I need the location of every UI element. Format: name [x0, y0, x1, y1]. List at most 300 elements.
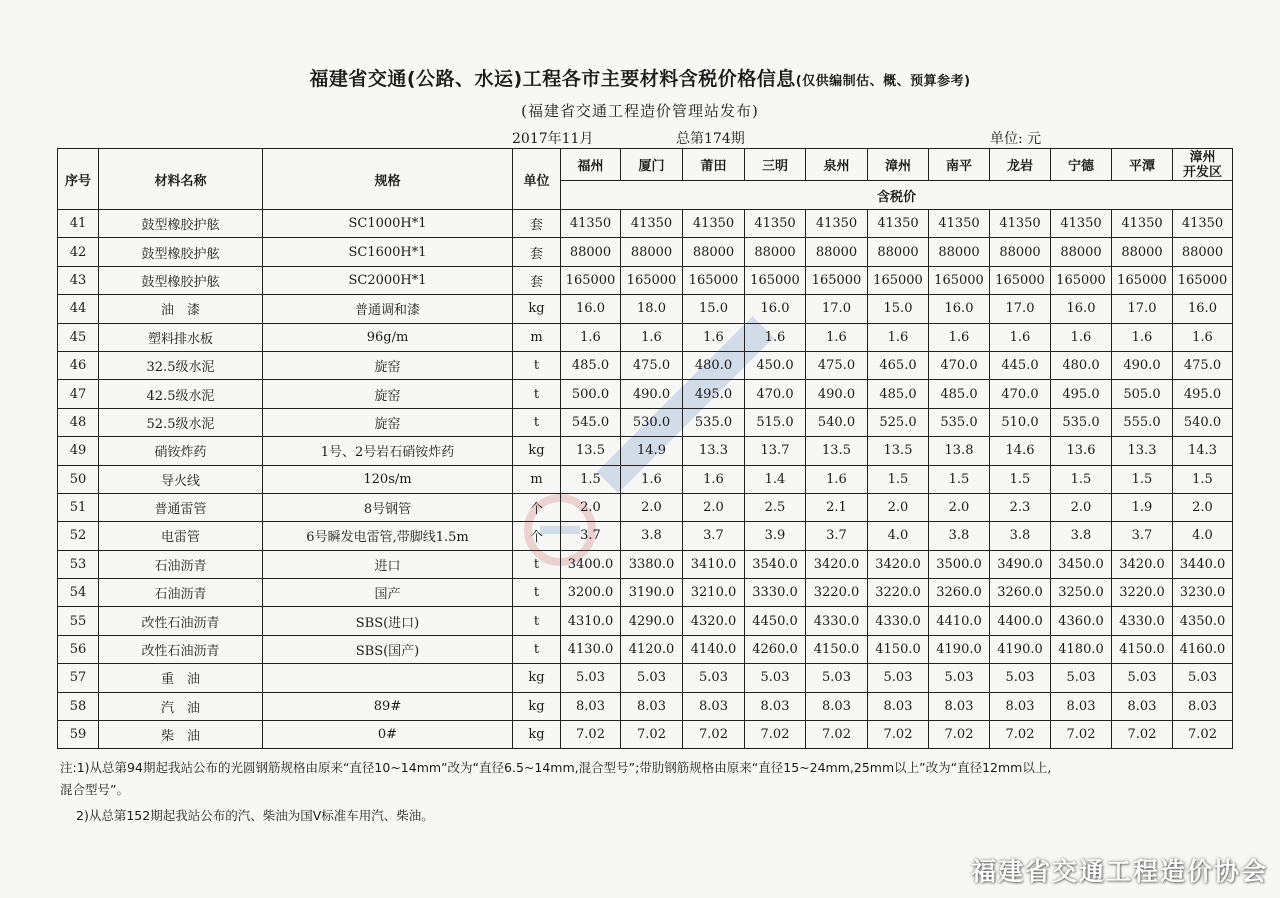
header-no: 序号 — [58, 149, 99, 210]
row-price: 16.0 — [1051, 295, 1112, 323]
row-price: 500.0 — [561, 380, 621, 408]
row-material-name: 改性石油沥青 — [99, 635, 263, 663]
row-spec: SC2000H*1 — [263, 266, 513, 294]
row-price: 1.5 — [868, 465, 929, 493]
row-material-name: 重 油 — [99, 664, 263, 692]
row-price: 8.03 — [990, 692, 1051, 720]
row-price: 540.0 — [1173, 408, 1233, 436]
row-no: 45 — [58, 323, 99, 351]
row-price: 5.03 — [1112, 664, 1173, 692]
table-row — [58, 721, 1233, 749]
row-price: 515.0 — [745, 408, 806, 436]
row-price: 8.03 — [929, 692, 990, 720]
header-city: 莆田 — [683, 149, 745, 181]
row-price: 41350 — [806, 210, 868, 238]
row-no: 55 — [58, 607, 99, 635]
row-price: 16.0 — [1173, 295, 1233, 323]
row-price: 1.6 — [745, 323, 806, 351]
unit-label: 单位: 元 — [990, 131, 1042, 147]
row-price: 13.3 — [683, 437, 745, 465]
row-spec: 旋窑 — [263, 351, 513, 379]
row-price: 4130.0 — [561, 635, 621, 663]
row-price: 5.03 — [806, 664, 868, 692]
row-price: 1.6 — [1051, 323, 1112, 351]
row-no: 49 — [58, 437, 99, 465]
table-row — [58, 550, 1233, 578]
row-price: 3420.0 — [806, 550, 868, 578]
header-city: 龙岩 — [990, 149, 1051, 181]
row-no: 59 — [58, 721, 99, 749]
row-material-name: 改性石油沥青 — [99, 607, 263, 635]
row-price: 3.8 — [929, 522, 990, 550]
row-unit: t — [513, 635, 561, 663]
row-price: 495.0 — [1173, 380, 1233, 408]
row-price: 7.02 — [990, 721, 1051, 749]
title-text: 福建省交通(公路、水运)工程各市主要材料含税价格信息 — [309, 68, 796, 90]
row-price: 2.1 — [806, 493, 868, 521]
row-price: 3.7 — [683, 522, 745, 550]
row-price: 3220.0 — [1112, 579, 1173, 607]
row-price: 535.0 — [1051, 408, 1112, 436]
row-spec: SC1600H*1 — [263, 238, 513, 266]
row-price: 8.03 — [806, 692, 868, 720]
header-price: 含税价 — [561, 181, 1233, 210]
row-price: 3.7 — [561, 522, 621, 550]
row-price: 3380.0 — [621, 550, 683, 578]
row-price: 8.03 — [683, 692, 745, 720]
row-price: 165000 — [929, 266, 990, 294]
row-price: 485.0 — [561, 351, 621, 379]
row-price: 1.6 — [806, 323, 868, 351]
table-row — [58, 408, 1233, 436]
row-unit: kg — [513, 295, 561, 323]
row-price: 3500.0 — [929, 550, 990, 578]
row-price: 4350.0 — [1173, 607, 1233, 635]
notes-section — [60, 757, 1240, 827]
row-price: 1.6 — [1173, 323, 1233, 351]
row-unit: t — [513, 351, 561, 379]
row-price: 1.6 — [561, 323, 621, 351]
row-price: 3400.0 — [561, 550, 621, 578]
row-price: 41350 — [683, 210, 745, 238]
row-price: 165000 — [806, 266, 868, 294]
row-price: 8.03 — [745, 692, 806, 720]
row-price: 3260.0 — [929, 579, 990, 607]
row-no: 52 — [58, 522, 99, 550]
row-price: 165000 — [621, 266, 683, 294]
row-price: 1.6 — [683, 465, 745, 493]
row-price: 14.6 — [990, 437, 1051, 465]
row-material-name: 电雷管 — [99, 522, 263, 550]
row-material-name: 汽 油 — [99, 692, 263, 720]
row-price: 2.0 — [561, 493, 621, 521]
row-material-name: 油 漆 — [99, 295, 263, 323]
row-price: 17.0 — [990, 295, 1051, 323]
row-price: 7.02 — [621, 721, 683, 749]
row-price: 490.0 — [1112, 351, 1173, 379]
row-price: 88000 — [1051, 238, 1112, 266]
header-name: 材料名称 — [99, 149, 263, 210]
row-price: 13.5 — [806, 437, 868, 465]
row-price: 2.0 — [868, 493, 929, 521]
row-price: 535.0 — [929, 408, 990, 436]
row-price: 88000 — [806, 238, 868, 266]
row-price: 1.5 — [561, 465, 621, 493]
row-price: 3.8 — [1051, 522, 1112, 550]
row-spec: 国产 — [263, 579, 513, 607]
table-row — [58, 295, 1233, 323]
row-price: 465.0 — [868, 351, 929, 379]
row-price: 18.0 — [621, 295, 683, 323]
row-price: 540.0 — [806, 408, 868, 436]
row-price: 165000 — [1112, 266, 1173, 294]
row-price: 3420.0 — [868, 550, 929, 578]
row-price: 1.5 — [1173, 465, 1233, 493]
row-spec: 1号、2号岩石硝铵炸药 — [263, 437, 513, 465]
row-price: 16.0 — [929, 295, 990, 323]
row-price: 1.5 — [929, 465, 990, 493]
row-material-name: 导火线 — [99, 465, 263, 493]
row-price: 5.03 — [868, 664, 929, 692]
row-price: 41350 — [1112, 210, 1173, 238]
row-no: 47 — [58, 380, 99, 408]
note-2: 2)从总第152期起我站公布的汽、柴油为国Ⅴ标准车用汽、柴油。 — [76, 808, 434, 823]
row-price: 8.03 — [1112, 692, 1173, 720]
row-price: 3.8 — [990, 522, 1051, 550]
row-price: 4190.0 — [929, 635, 990, 663]
row-price: 16.0 — [745, 295, 806, 323]
row-price: 15.0 — [868, 295, 929, 323]
row-price: 5.03 — [929, 664, 990, 692]
row-price: 2.3 — [990, 493, 1051, 521]
row-price: 2.0 — [683, 493, 745, 521]
row-price: 7.02 — [1051, 721, 1112, 749]
row-price: 7.02 — [929, 721, 990, 749]
header-city: 南平 — [929, 149, 990, 181]
row-price: 1.6 — [806, 465, 868, 493]
row-price: 3230.0 — [1173, 579, 1233, 607]
row-price: 3210.0 — [683, 579, 745, 607]
header-city-line2: 开发区 — [1182, 164, 1222, 180]
row-price: 1.6 — [990, 323, 1051, 351]
row-price: 5.03 — [1051, 664, 1112, 692]
row-spec: 6号瞬发电雷管,带脚线1.5m — [263, 522, 513, 550]
header-city-zhangzhou-dev — [1173, 149, 1233, 181]
row-price: 4330.0 — [806, 607, 868, 635]
header-city: 漳州 — [868, 149, 929, 181]
row-price: 490.0 — [806, 380, 868, 408]
row-price: 1.4 — [745, 465, 806, 493]
row-price: 4160.0 — [1173, 635, 1233, 663]
row-price: 13.3 — [1112, 437, 1173, 465]
row-price: 1.6 — [621, 465, 683, 493]
row-price: 15.0 — [683, 295, 745, 323]
table-row — [58, 607, 1233, 635]
row-price: 5.03 — [683, 664, 745, 692]
row-price: 4310.0 — [561, 607, 621, 635]
row-price: 4330.0 — [868, 607, 929, 635]
row-material-name: 普通雷管 — [99, 493, 263, 521]
row-no: 53 — [58, 550, 99, 578]
row-price: 4150.0 — [868, 635, 929, 663]
header-city: 福州 — [561, 149, 621, 181]
row-price: 165000 — [990, 266, 1051, 294]
row-price: 14.9 — [621, 437, 683, 465]
row-no: 44 — [58, 295, 99, 323]
row-spec: 普通调和漆 — [263, 295, 513, 323]
row-spec — [263, 664, 513, 692]
row-price: 7.02 — [806, 721, 868, 749]
row-no: 48 — [58, 408, 99, 436]
row-price: 4120.0 — [621, 635, 683, 663]
row-price: 470.0 — [929, 351, 990, 379]
header-city: 泉州 — [806, 149, 868, 181]
row-price: 480.0 — [683, 351, 745, 379]
row-spec: 进口 — [263, 550, 513, 578]
row-spec: SC1000H*1 — [263, 210, 513, 238]
row-price: 165000 — [1173, 266, 1233, 294]
row-price: 13.5 — [561, 437, 621, 465]
row-price: 445.0 — [990, 351, 1051, 379]
price-table — [57, 148, 1233, 749]
row-price: 41350 — [990, 210, 1051, 238]
row-no: 42 — [58, 238, 99, 266]
row-unit: m — [513, 323, 561, 351]
row-price: 88000 — [745, 238, 806, 266]
row-unit: kg — [513, 692, 561, 720]
row-price: 525.0 — [868, 408, 929, 436]
row-material-name: 鼓型橡胶护舷 — [99, 238, 263, 266]
row-price: 88000 — [621, 238, 683, 266]
row-price: 5.03 — [561, 664, 621, 692]
row-price: 7.02 — [561, 721, 621, 749]
row-price: 2.0 — [1051, 493, 1112, 521]
issue-number: 总第174期 — [676, 131, 745, 147]
header-city: 平潭 — [1112, 149, 1173, 181]
row-spec: 旋窑 — [263, 408, 513, 436]
row-price: 41350 — [929, 210, 990, 238]
row-price: 3440.0 — [1173, 550, 1233, 578]
row-price: 3.8 — [621, 522, 683, 550]
row-price: 4450.0 — [745, 607, 806, 635]
table-header-row — [58, 149, 1233, 181]
row-price: 530.0 — [621, 408, 683, 436]
table-row — [58, 238, 1233, 266]
row-price: 8.03 — [1051, 692, 1112, 720]
row-price: 555.0 — [1112, 408, 1173, 436]
row-price: 88000 — [1112, 238, 1173, 266]
row-unit: t — [513, 607, 561, 635]
row-price: 470.0 — [990, 380, 1051, 408]
row-price: 3260.0 — [990, 579, 1051, 607]
table-row — [58, 579, 1233, 607]
table-row — [58, 493, 1233, 521]
row-price: 4260.0 — [745, 635, 806, 663]
row-price: 14.3 — [1173, 437, 1233, 465]
row-unit: t — [513, 550, 561, 578]
row-unit: 套 — [513, 238, 561, 266]
row-price: 4140.0 — [683, 635, 745, 663]
row-price: 2.0 — [929, 493, 990, 521]
row-price: 8.03 — [868, 692, 929, 720]
row-unit: 套 — [513, 266, 561, 294]
row-price: 1.6 — [868, 323, 929, 351]
row-price: 5.03 — [1173, 664, 1233, 692]
row-spec: SBS(国产) — [263, 635, 513, 663]
row-price: 165000 — [683, 266, 745, 294]
row-spec: 89# — [263, 692, 513, 720]
row-price: 495.0 — [1051, 380, 1112, 408]
row-price: 13.7 — [745, 437, 806, 465]
row-price: 4290.0 — [621, 607, 683, 635]
header-spec: 规格 — [263, 149, 513, 210]
row-no: 46 — [58, 351, 99, 379]
row-unit: t — [513, 408, 561, 436]
table-row — [58, 522, 1233, 550]
table-row — [58, 635, 1233, 663]
note-1: 注:1)从总第94期起我站公布的光圆钢筋规格由原来“直径10~14mm”改为“直径6.5~14mm,混合型号”;带肋钢筋规格由原来“直径15~24mm,25mm以上”改为“直径12mm以上, — [60, 760, 1052, 775]
row-material-name: 石油沥青 — [99, 579, 263, 607]
row-price: 13.8 — [929, 437, 990, 465]
row-price: 2.0 — [621, 493, 683, 521]
row-no: 51 — [58, 493, 99, 521]
row-price: 1.6 — [929, 323, 990, 351]
row-price: 165000 — [1051, 266, 1112, 294]
row-price: 485.0 — [929, 380, 990, 408]
row-unit: kg — [513, 664, 561, 692]
row-price: 2.0 — [1173, 493, 1233, 521]
row-material-name: 52.5级水泥 — [99, 408, 263, 436]
row-price: 1.6 — [1112, 323, 1173, 351]
row-price: 3190.0 — [621, 579, 683, 607]
row-price: 4.0 — [1173, 522, 1233, 550]
row-price: 475.0 — [806, 351, 868, 379]
row-spec: 0# — [263, 721, 513, 749]
row-price: 545.0 — [561, 408, 621, 436]
row-price: 3410.0 — [683, 550, 745, 578]
row-price: 5.03 — [745, 664, 806, 692]
row-price: 41350 — [868, 210, 929, 238]
row-price: 4360.0 — [1051, 607, 1112, 635]
row-price: 4400.0 — [990, 607, 1051, 635]
title-note: (仅供编制估、概、预算参考) — [795, 74, 971, 89]
row-price: 7.02 — [1112, 721, 1173, 749]
row-unit: t — [513, 380, 561, 408]
row-price: 3220.0 — [868, 579, 929, 607]
row-price: 165000 — [868, 266, 929, 294]
row-price: 510.0 — [990, 408, 1051, 436]
table-row — [58, 465, 1233, 493]
header-city-line1: 漳州 — [1189, 149, 1216, 165]
row-no: 43 — [58, 266, 99, 294]
table-row — [58, 266, 1233, 294]
row-price: 485.0 — [868, 380, 929, 408]
row-price: 2.5 — [745, 493, 806, 521]
row-spec: 旋窑 — [263, 380, 513, 408]
row-price: 165000 — [745, 266, 806, 294]
row-price: 3420.0 — [1112, 550, 1173, 578]
row-no: 54 — [58, 579, 99, 607]
row-price: 505.0 — [1112, 380, 1173, 408]
row-price: 41350 — [1051, 210, 1112, 238]
row-material-name: 柴 油 — [99, 721, 263, 749]
row-price: 4190.0 — [990, 635, 1051, 663]
row-material-name: 鼓型橡胶护舷 — [99, 210, 263, 238]
note-1-continued: 混合型号”。 — [60, 782, 129, 797]
row-unit: kg — [513, 437, 561, 465]
row-price: 470.0 — [745, 380, 806, 408]
row-price: 4320.0 — [683, 607, 745, 635]
row-price: 7.02 — [745, 721, 806, 749]
row-price: 17.0 — [1112, 295, 1173, 323]
row-unit: kg — [513, 721, 561, 749]
row-spec: 120s/m — [263, 465, 513, 493]
row-price: 41350 — [1173, 210, 1233, 238]
row-price: 3.7 — [1112, 522, 1173, 550]
row-no: 50 — [58, 465, 99, 493]
row-spec: SBS(进口) — [263, 607, 513, 635]
row-spec: 8号钢管 — [263, 493, 513, 521]
row-price: 7.02 — [868, 721, 929, 749]
row-price: 480.0 — [1051, 351, 1112, 379]
row-price: 3.7 — [806, 522, 868, 550]
row-unit: 个 — [513, 493, 561, 521]
row-price: 490.0 — [621, 380, 683, 408]
issue-date: 2017年11月 — [512, 131, 594, 147]
row-price: 4410.0 — [929, 607, 990, 635]
row-material-name: 32.5级水泥 — [99, 351, 263, 379]
row-price: 535.0 — [683, 408, 745, 436]
table-row — [58, 380, 1233, 408]
row-price: 3200.0 — [561, 579, 621, 607]
row-price: 16.0 — [561, 295, 621, 323]
row-price: 88000 — [990, 238, 1051, 266]
row-price: 7.02 — [1173, 721, 1233, 749]
table-row — [58, 692, 1233, 720]
row-price: 165000 — [561, 266, 621, 294]
row-price: 4150.0 — [806, 635, 868, 663]
table-row — [58, 351, 1233, 379]
footer-watermark-text: 福建省交通工程造价协会 — [970, 857, 1268, 886]
row-price: 8.03 — [1173, 692, 1233, 720]
row-no: 58 — [58, 692, 99, 720]
row-unit: t — [513, 579, 561, 607]
row-price: 8.03 — [561, 692, 621, 720]
table-body — [58, 210, 1233, 749]
row-price: 3330.0 — [745, 579, 806, 607]
row-price: 5.03 — [621, 664, 683, 692]
row-price: 17.0 — [806, 295, 868, 323]
row-price: 88000 — [868, 238, 929, 266]
row-price: 475.0 — [1173, 351, 1233, 379]
row-no: 57 — [58, 664, 99, 692]
row-price: 3540.0 — [745, 550, 806, 578]
row-price: 41350 — [561, 210, 621, 238]
row-material-name: 塑料排水板 — [99, 323, 263, 351]
header-city: 三明 — [745, 149, 806, 181]
row-price: 1.9 — [1112, 493, 1173, 521]
row-price: 8.03 — [621, 692, 683, 720]
row-no: 41 — [58, 210, 99, 238]
row-price: 4.0 — [868, 522, 929, 550]
row-no: 56 — [58, 635, 99, 663]
row-price: 3490.0 — [990, 550, 1051, 578]
row-price: 475.0 — [621, 351, 683, 379]
row-price: 88000 — [929, 238, 990, 266]
row-unit: 个 — [513, 522, 561, 550]
row-price: 4180.0 — [1051, 635, 1112, 663]
header-city: 宁德 — [1051, 149, 1112, 181]
